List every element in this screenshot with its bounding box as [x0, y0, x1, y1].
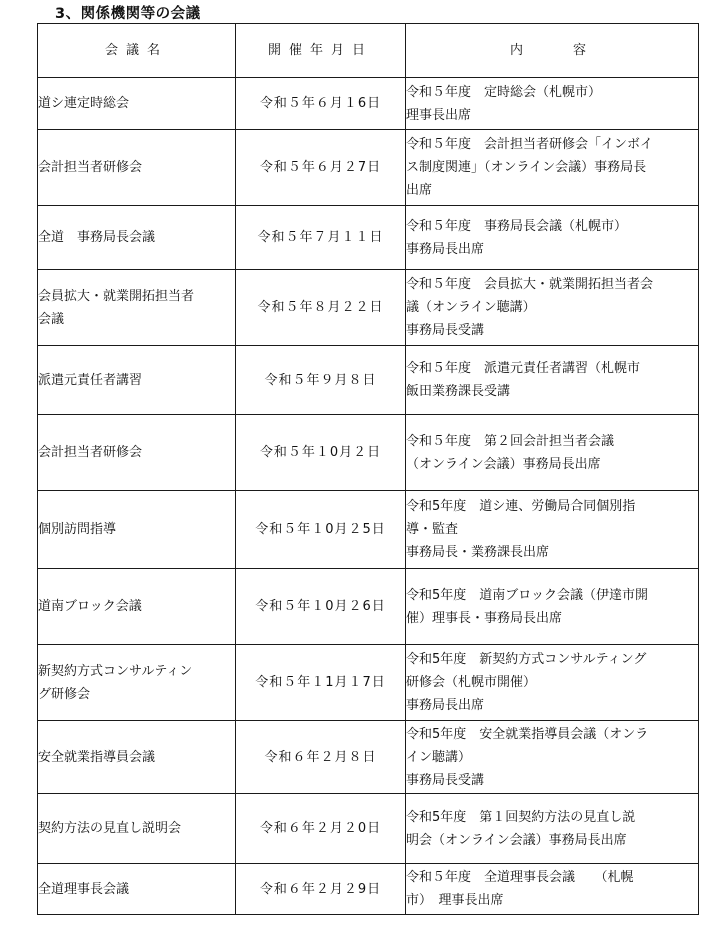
table-row [38, 130, 699, 206]
table-row [38, 645, 699, 721]
table-row [38, 415, 699, 491]
table-row [38, 864, 699, 915]
meeting-content-cell: 令和5年度 道南ブロック会議（伊達市開 催）理事長・事務局長出席 [406, 569, 699, 645]
meeting-name-cell: 個別訪問指導 [38, 491, 236, 569]
header-meeting-name: 会議名 [38, 24, 236, 78]
meeting-date-cell: 令和６年２月８日 [236, 721, 406, 794]
meeting-content-cell: 令和5年度 安全就業指導員会議（オンラ イン聴講） 事務局長受講 [406, 721, 699, 794]
table-row [38, 721, 699, 794]
meeting-content-cell: 令和5年度 道シ連、労働局合同個別指 導・監査 事務局長・業務課長出席 [406, 491, 699, 569]
meeting-name-cell: 全道理事長会議 [38, 864, 236, 915]
meeting-date-cell: 令和６年２月２9日 [236, 864, 406, 915]
meeting-date-cell: 令和５年６月２7日 [236, 130, 406, 206]
meeting-content-cell: 令和５年度 第２回会計担当者会議 （オンライン会議）事務局長出席 [406, 415, 699, 491]
meeting-content-cell: 令和５年度 派遣元責任者講習（札幌市 飯田業務課長受講 [406, 346, 699, 415]
meeting-date-cell: 令和５年９月８日 [236, 346, 406, 415]
meeting-content-cell: 令和５年度 全道理事長会議 （札幌 市） 理事長出席 [406, 864, 699, 915]
table-row [38, 569, 699, 645]
table-row [38, 270, 699, 346]
meeting-name-cell: 契約方法の見直し説明会 [38, 794, 236, 864]
meeting-content-cell: 令和５年度 会計担当者研修会「インボイ ス制度関連」（オンライン会議）事務局長 出席 [406, 130, 699, 206]
meeting-name-cell: 会計担当者研修会 [38, 130, 236, 206]
header-row [38, 24, 699, 78]
meeting-date-cell: 令和５年１1月１7日 [236, 645, 406, 721]
table-row [38, 346, 699, 415]
meetings-table [37, 23, 699, 915]
meeting-name-cell: 道シ連定時総会 [38, 78, 236, 130]
table-row [38, 794, 699, 864]
meeting-name-cell: 派遣元責任者講習 [38, 346, 236, 415]
meeting-date-cell: 令和５年１0月２5日 [236, 491, 406, 569]
meeting-content-cell: 令和５年度 事務局長会議（札幌市） 事務局長出席 [406, 206, 699, 270]
meeting-date-cell: 令和５年６月１6日 [236, 78, 406, 130]
section-title: 3、関係機関等の会議 [55, 6, 201, 22]
meeting-name-cell: 会計担当者研修会 [38, 415, 236, 491]
header-date: 開催年月日 [236, 24, 406, 78]
meeting-date-cell: 令和５年１0月２6日 [236, 569, 406, 645]
meeting-date-cell: 令和５年８月２２日 [236, 270, 406, 346]
header-content: 内 容 [406, 24, 699, 78]
table-row [38, 491, 699, 569]
meeting-date-cell: 令和５年７月１１日 [236, 206, 406, 270]
meeting-name-cell: 安全就業指導員会議 [38, 721, 236, 794]
table-row [38, 78, 699, 130]
meeting-date-cell: 令和５年１0月２日 [236, 415, 406, 491]
meeting-date-cell: 令和６年２月２0日 [236, 794, 406, 864]
meeting-content-cell: 令和５年度 会員拡大・就業開拓担当者会 議（オンライン聴講） 事務局長受講 [406, 270, 699, 346]
meeting-name-cell: 全道 事務局長会議 [38, 206, 236, 270]
meeting-name-cell: 道南ブロック会議 [38, 569, 236, 645]
meeting-name-cell: 新契約方式コンサルティン グ研修会 [38, 645, 236, 721]
meeting-content-cell: 令和5年度 新契約方式コンサルティング 研修会（札幌市開催） 事務局長出席 [406, 645, 699, 721]
meeting-content-cell: 令和５年度 定時総会（札幌市） 理事長出席 [406, 78, 699, 130]
meeting-content-cell: 令和5年度 第１回契約方法の見直し説 明会（オンライン会議）事務局長出席 [406, 794, 699, 864]
table-row [38, 206, 699, 270]
meeting-name-cell: 会員拡大・就業開拓担当者 会議 [38, 270, 236, 346]
